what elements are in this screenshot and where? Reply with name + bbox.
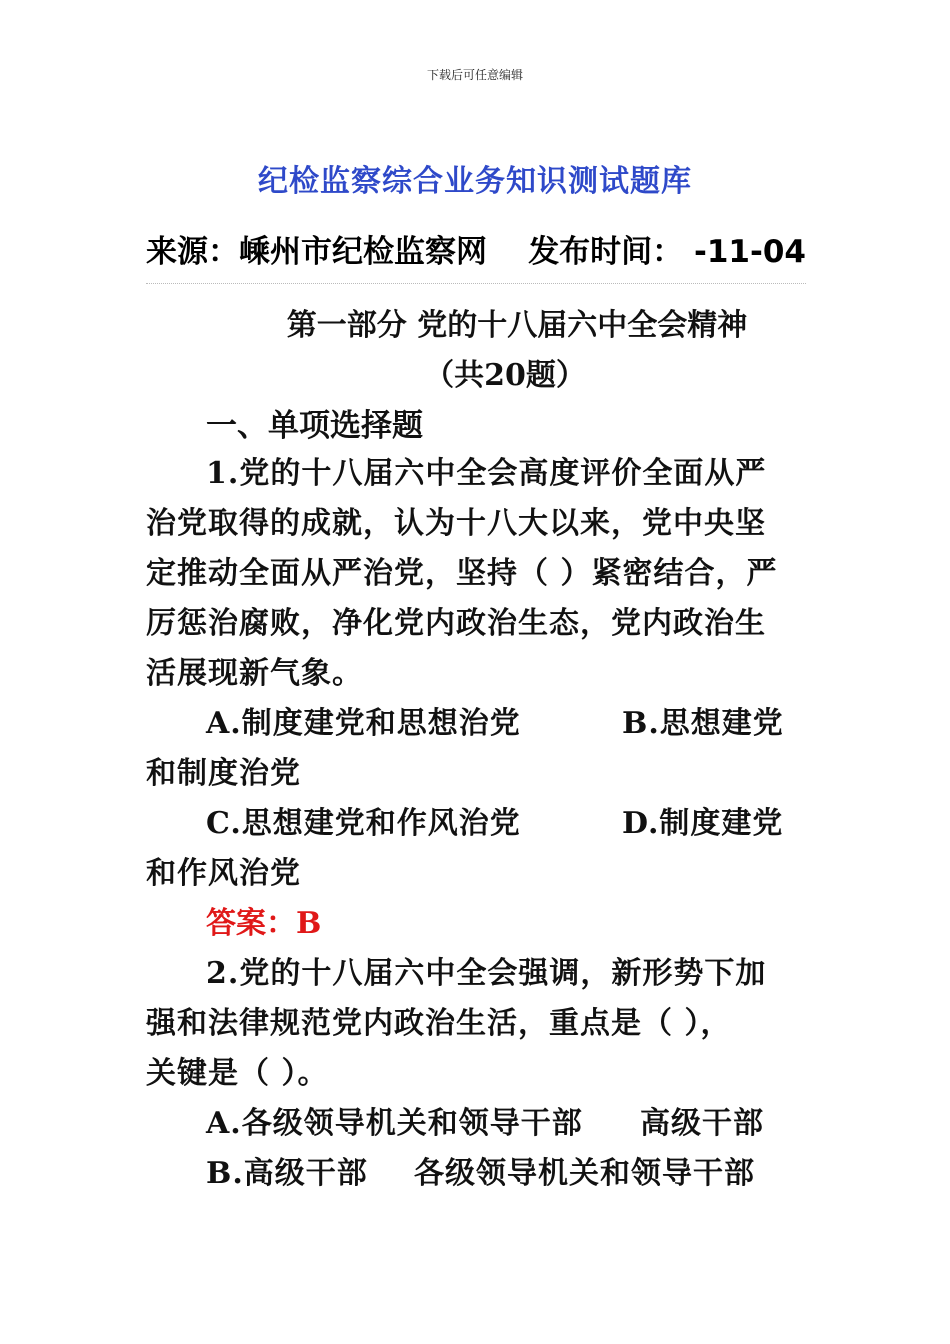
q2-option-a-second: 高级干部: [640, 1106, 764, 1141]
q2-line-1: 2.党的十八届六中全会强调，新形势下加: [206, 956, 767, 991]
part-title: 第一部分 党的十八届六中全会精神: [286, 308, 748, 343]
source-label: 来源：嵊州市纪检监察网: [146, 234, 487, 270]
q2-line-2: 强和法律规范党内政治生活，重点是（ ），: [146, 1006, 732, 1041]
q2-line-3: 关键是（ ）。: [146, 1056, 329, 1091]
section-title: 一、单项选择题: [206, 408, 423, 444]
q2-option-a: A.各级领导机关和领导干部: [206, 1106, 583, 1141]
header-note: 下载后可任意编辑: [426, 68, 523, 82]
q1-line-4: 厉惩治腐败，净化党内政治生态，党内政治生: [146, 606, 766, 641]
q1-line-3: 定推动全面从严治党，坚持（ ）紧密结合，严: [146, 556, 778, 591]
q2-option-b: B.高级干部: [206, 1156, 368, 1191]
q1-option-d: D.制度建党: [622, 806, 784, 841]
q1-line-5: 活展现新气象。: [146, 656, 363, 691]
q1-line-2: 治党取得的成就，认为十八大以来，党中央坚: [146, 506, 766, 541]
q1-option-b-continued: 和制度治党: [146, 756, 301, 791]
q1-answer: 答案：B: [206, 906, 322, 941]
publish-time: 发布时间： -11-04: [528, 234, 806, 270]
question-count: （共20题）: [424, 358, 586, 393]
source-line: [146, 226, 806, 284]
q1-option-a: A.制度建党和思想治党: [206, 706, 521, 741]
q1-option-b: B.思想建党: [622, 706, 784, 741]
document-title: 纪检监察综合业务知识测试题库: [258, 164, 692, 199]
q1-option-c: C.思想建党和作风治党: [206, 806, 521, 841]
q1-option-d-continued: 和作风治党: [146, 856, 301, 891]
q1-line-1: 1.党的十八届六中全会高度评价全面从严: [206, 456, 767, 491]
q2-option-b-second: 各级领导机关和领导干部: [414, 1156, 755, 1191]
